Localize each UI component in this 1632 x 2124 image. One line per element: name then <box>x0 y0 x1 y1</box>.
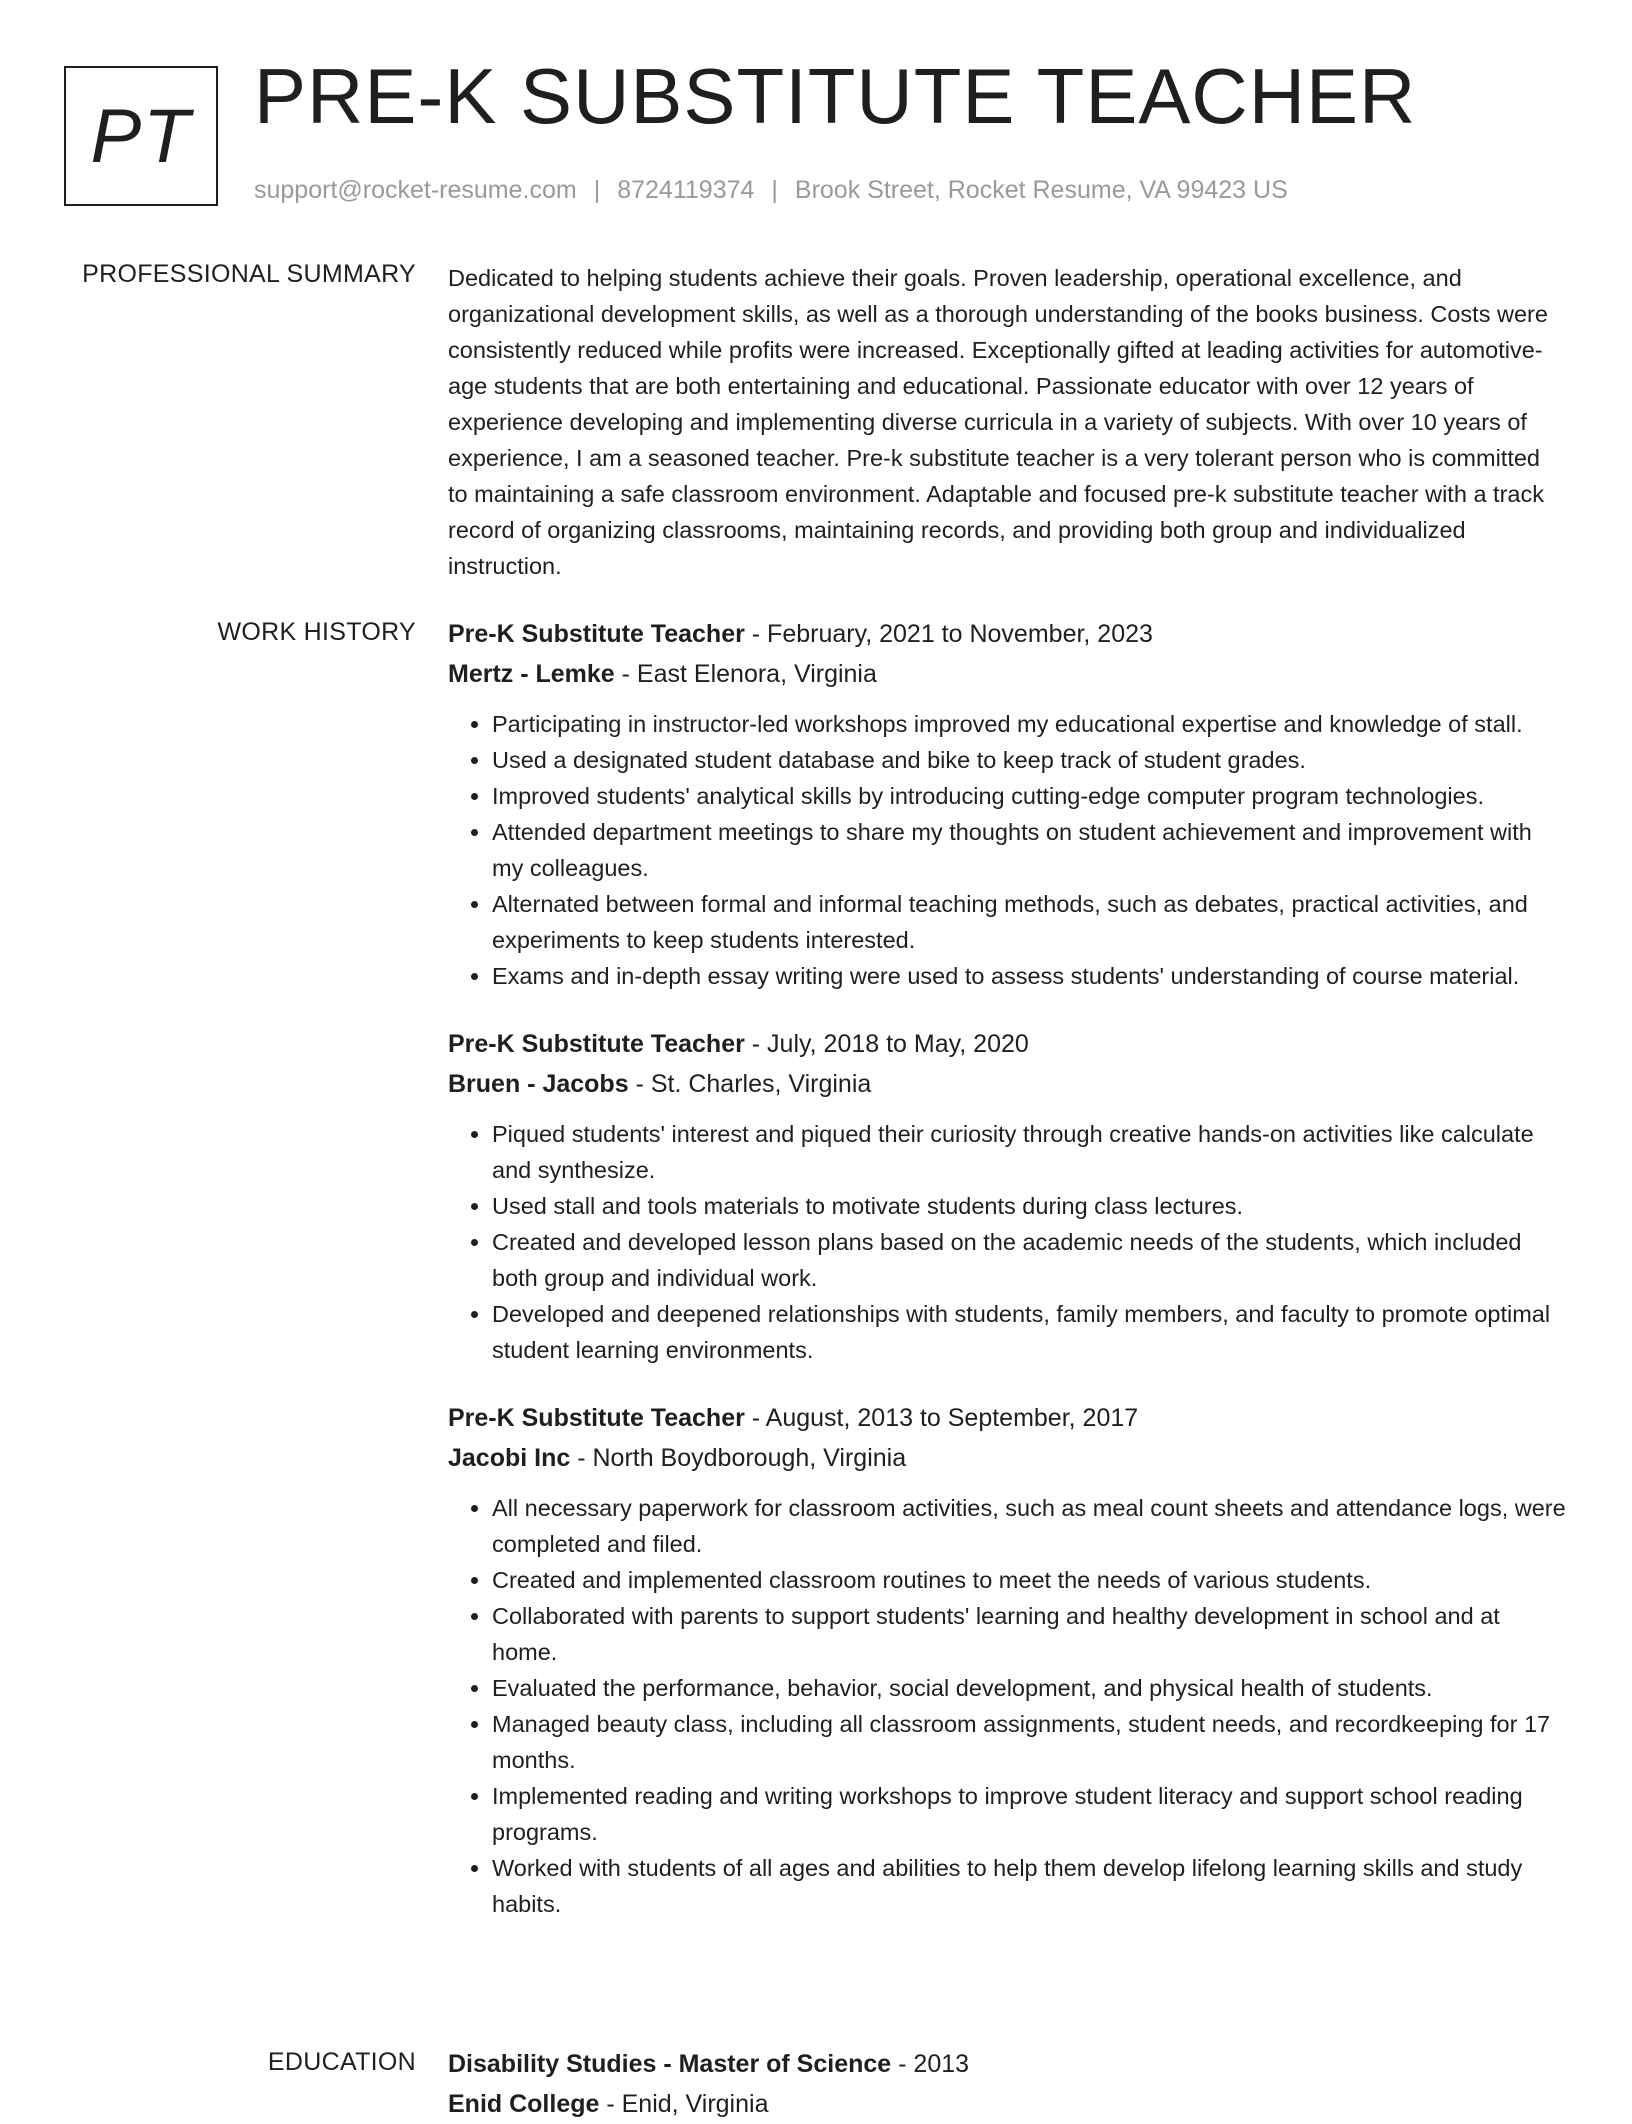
monogram-initials: PT <box>90 93 192 179</box>
education-school-line <box>448 2084 1566 2124</box>
education-degree-line <box>448 2044 1566 2084</box>
job-company-line <box>448 1438 1566 1478</box>
job-bullet: • Collaborated with parents to support students' learning and healthy development in school and at home. <box>492 1598 1566 1670</box>
job-dates: - August, 2013 to September, 2017 <box>744 1404 1139 1432</box>
work-history-list <box>448 614 1566 1952</box>
job-title-line <box>448 1398 1566 1438</box>
job-bullet: • Created and developed lesson plans based on the academic needs of the students, which included both group and individual work. <box>492 1224 1566 1296</box>
job-bullet: • Alternated between formal and informal teaching methods, such as debates, practical activities, and experiments to keep students interested. <box>492 886 1566 958</box>
education-year: - 2013 <box>891 2050 970 2078</box>
job-bullet: • Implemented reading and writing workshops to improve student literacy and support school reading programs. <box>492 1778 1566 1850</box>
contact-separator: | <box>593 176 601 204</box>
page-title: PRE-K SUBSTITUTE TEACHER <box>254 52 1417 140</box>
job-bullet: • Piqued students' interest and piqued their curiosity through creative hands-on activities like calculate and synthesize. <box>492 1116 1566 1188</box>
job-location: - East Elenora, Virginia <box>614 660 877 688</box>
contact-address: Brook Street, Rocket Resume, VA 99423 US <box>794 176 1288 204</box>
job-company-line <box>448 1064 1566 1104</box>
education-school: Enid College <box>448 2090 600 2118</box>
job-bullet: • Developed and deepened relationships with students, family members, and faculty to promote optimal student learning environments. <box>492 1296 1566 1368</box>
job-entry <box>448 1024 1566 1368</box>
education-entry <box>448 2044 1566 2124</box>
job-dates: - July, 2018 to May, 2020 <box>744 1030 1029 1058</box>
summary-text: Dedicated to helping students achieve their goals. Proven leadership, operational excellence, and organizational development skills, as well as a thorough understanding of the books business. Costs were consistently reduced while profits were increased. Exceptionally gifted at leading activities for automotive-age students that are both entertaining and educational. Passionate educator with over 12 years of experience developing and implementing diverse curricula in a variety of subjects. With over 10 years of experience, I am a seasoned teacher. Pre-k substitute teacher is a very tolerant person who is committed to maintaining a safe classroom environment. Adaptable and focused pre-k substitute teacher with a track record of organizing classrooms, maintaining records, and providing both group and individualized instruction. <box>448 265 1548 579</box>
job-company: Jacobi Inc <box>448 1444 571 1472</box>
job-bullet: • Managed beauty class, including all classroom assignments, student needs, and recordkeeping for 17 months. <box>492 1706 1566 1778</box>
job-title: Pre-K Substitute Teacher <box>448 1404 745 1432</box>
job-bullet: • Created and implemented classroom routines to meet the needs of various students. <box>492 1562 1566 1598</box>
education-section-label: EDUCATION <box>267 2048 416 2076</box>
job-bullets <box>448 1490 1566 1922</box>
job-entry <box>448 1398 1566 1922</box>
monogram-box <box>64 66 218 206</box>
job-title: Pre-K Substitute Teacher <box>448 620 745 648</box>
job-bullets <box>448 706 1566 994</box>
job-company-line <box>448 654 1566 694</box>
contact-phone[interactable]: 8724119374 <box>617 176 755 204</box>
work-history-section-label: WORK HISTORY <box>217 618 416 646</box>
job-bullet: • Improved students' analytical skills by introducing cutting-edge computer program technologies. <box>492 778 1566 814</box>
job-location: - St. Charles, Virginia <box>628 1070 872 1098</box>
summary-section-label: PROFESSIONAL SUMMARY <box>82 260 416 288</box>
job-bullets <box>448 1116 1566 1368</box>
education-location: - Enid, Virginia <box>599 2090 769 2118</box>
job-bullet: • Evaluated the performance, behavior, social development, and physical health of students. <box>492 1670 1566 1706</box>
job-bullet: • Participating in instructor-led workshops improved my educational expertise and knowledge of stall. <box>492 706 1566 742</box>
job-bullet: • Attended department meetings to share my thoughts on student achievement and improvement with my colleagues. <box>492 814 1566 886</box>
job-title-line <box>448 1024 1566 1064</box>
job-bullet: • Used a designated student database and bike to keep track of student grades. <box>492 742 1566 778</box>
job-location: - North Boydborough, Virginia <box>570 1444 907 1472</box>
job-bullet: • Used stall and tools materials to motivate students during class lectures. <box>492 1188 1566 1224</box>
job-title-line <box>448 614 1566 654</box>
job-title: Pre-K Substitute Teacher <box>448 1030 745 1058</box>
job-company: Mertz - Lemke <box>448 660 615 688</box>
contact-email[interactable]: support@rocket-resume.com <box>254 176 577 204</box>
contact-separator: | <box>771 176 778 204</box>
job-bullet: • All necessary paperwork for classroom activities, such as meal count sheets and attendance logs, were completed and filed. <box>492 1490 1566 1562</box>
job-entry <box>448 614 1566 994</box>
education-degree: Disability Studies - Master of Science <box>448 2050 892 2078</box>
job-dates: - February, 2021 to November, 2023 <box>744 620 1153 648</box>
job-company: Bruen - Jacobs <box>448 1070 629 1098</box>
job-bullet: • Exams and in-depth essay writing were used to assess students' understanding of course material. <box>492 958 1566 994</box>
contact-line <box>254 176 1288 205</box>
job-bullet: • Worked with students of all ages and abilities to help them develop lifelong learning skills and study habits. <box>492 1850 1566 1922</box>
